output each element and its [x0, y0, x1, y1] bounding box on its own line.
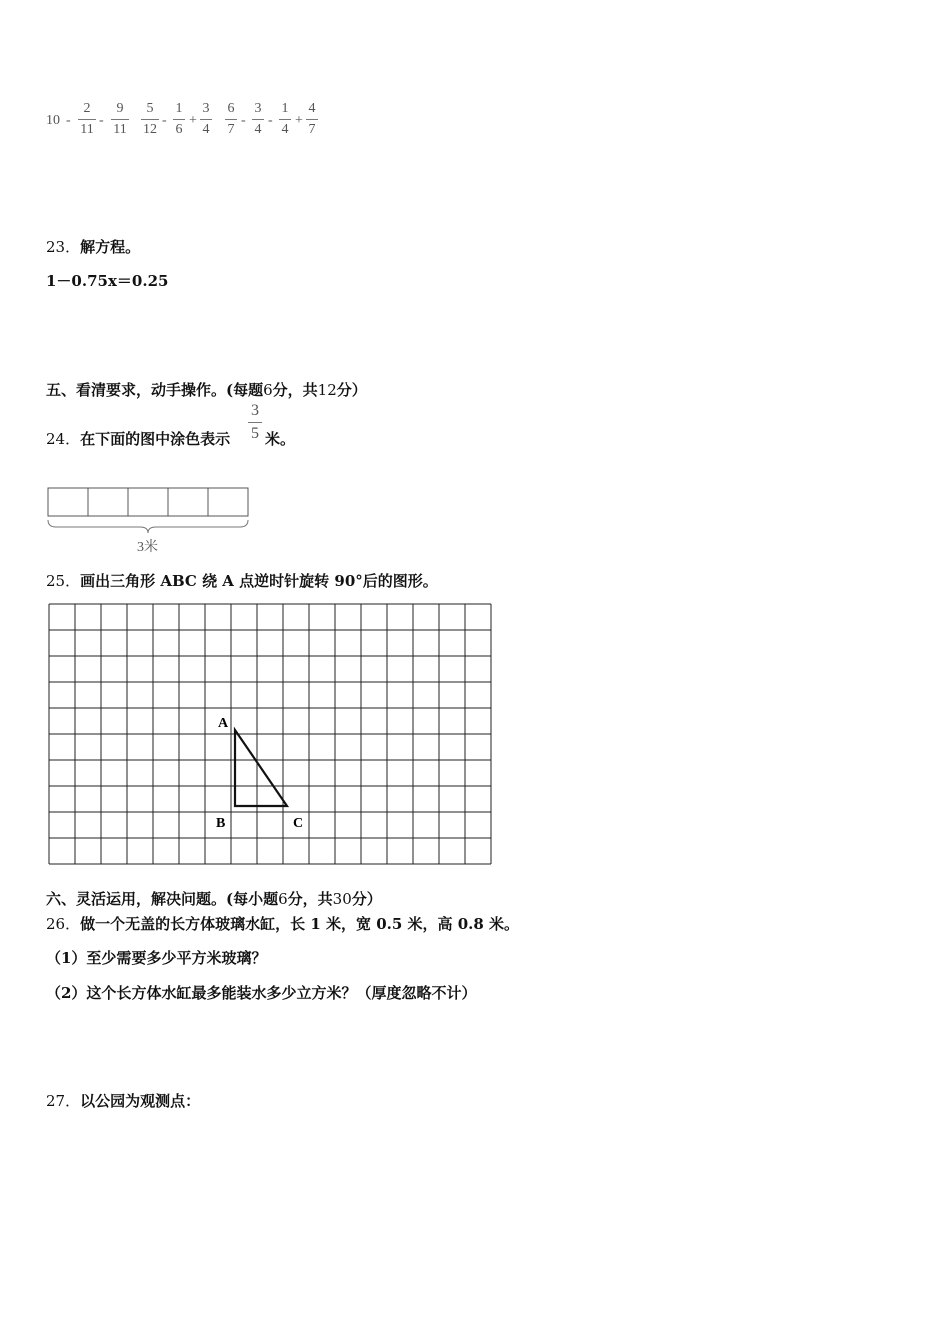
section-heading-text: 五、看清要求，动手操作。(每题 — [46, 381, 264, 399]
numerator: 2 — [83, 101, 91, 116]
denominator: 4 — [281, 122, 289, 137]
bar-outline — [48, 488, 248, 516]
section-score: 6 — [278, 890, 288, 908]
operator: - — [268, 113, 273, 128]
operator: - — [66, 113, 71, 128]
denominator: 11 — [113, 122, 127, 137]
bar-label: 3米 — [137, 540, 158, 555]
section-heading-text: 分） — [336, 381, 367, 399]
operator: - — [162, 113, 167, 128]
fraction — [248, 402, 262, 443]
vertex-label-b: B — [216, 816, 226, 831]
question-number: 23． — [46, 238, 81, 256]
section-heading-text: 分，共 — [287, 890, 333, 908]
sub-question-1: （1）至少需要多少平方米玻璃？ — [46, 949, 267, 967]
numerator: 3 — [251, 402, 259, 419]
question-number: 24． — [46, 430, 81, 448]
question-text: 在下面的图中涂色表示 — [80, 430, 231, 448]
denominator: 4 — [254, 122, 262, 137]
numerator: 3 — [254, 101, 262, 116]
section-total: 12 — [317, 381, 337, 399]
grid-figure — [45, 600, 505, 865]
denominator: 5 — [251, 425, 259, 442]
numerator: 5 — [146, 101, 154, 116]
question-text: 米。 — [265, 430, 296, 448]
question-number: 25． — [46, 572, 81, 590]
question-title: 解方程。 — [80, 238, 141, 256]
denominator: 12 — [143, 122, 157, 137]
fraction — [306, 101, 318, 138]
vertex-label-c: C — [293, 816, 304, 831]
numerator: 4 — [308, 101, 316, 116]
question-text: 以公园为观测点： — [80, 1092, 201, 1110]
question-number: 26． — [46, 915, 81, 933]
fraction — [173, 101, 185, 138]
denominator: 7 — [227, 122, 235, 137]
fraction — [78, 101, 96, 138]
operator: + — [295, 113, 303, 128]
fraction — [252, 101, 264, 138]
brace — [48, 520, 248, 533]
equation: 1－0.75x＝0.25 — [46, 272, 169, 290]
section-heading-text: 六、灵活运用，解决问题。(每小题 — [46, 890, 279, 908]
question-25 — [46, 570, 438, 591]
denominator: 11 — [80, 122, 94, 137]
section-heading-text: 分，共 — [272, 381, 318, 399]
fraction — [279, 101, 291, 138]
denominator: 4 — [202, 122, 210, 137]
question-23 — [46, 236, 140, 257]
sub-question-2: （2）这个长方体水缸最多能装水多少立方米？（厚度忽略不计） — [46, 984, 477, 1002]
question-27 — [46, 1090, 200, 1111]
question-text: 画出三角形 ABC 绕 A 点逆时针旋转 90°后的图形。 — [80, 572, 438, 590]
fraction — [225, 101, 237, 138]
denominator: 7 — [308, 122, 316, 137]
denominator: 6 — [175, 122, 183, 137]
numerator: 1 — [175, 101, 183, 116]
section-6-heading — [46, 888, 382, 909]
numerator: 1 — [281, 101, 289, 116]
operator: + — [189, 113, 197, 128]
question-24 — [46, 428, 230, 449]
numerator: 9 — [116, 101, 124, 116]
section-score: 6 — [263, 381, 273, 399]
fraction — [111, 101, 129, 138]
numerator: 6 — [227, 101, 235, 116]
operator: - — [99, 113, 104, 128]
question-26 — [46, 913, 519, 934]
numerator: 3 — [202, 101, 210, 116]
expression-lead: 10 — [46, 113, 60, 128]
vertex-label-a: A — [218, 716, 229, 731]
section-total: 30 — [332, 890, 352, 908]
section-heading-text: 分） — [351, 890, 382, 908]
fraction — [200, 101, 212, 138]
section-5-heading — [46, 379, 367, 400]
fraction — [141, 101, 159, 138]
grid — [49, 604, 491, 864]
operator: - — [241, 113, 246, 128]
question-number: 27． — [46, 1092, 81, 1110]
question-text: 做一个无盖的长方体玻璃水缸，长 1 米，宽 0.5 米，高 0.8 米。 — [80, 915, 520, 933]
triangle-abc — [235, 730, 287, 806]
